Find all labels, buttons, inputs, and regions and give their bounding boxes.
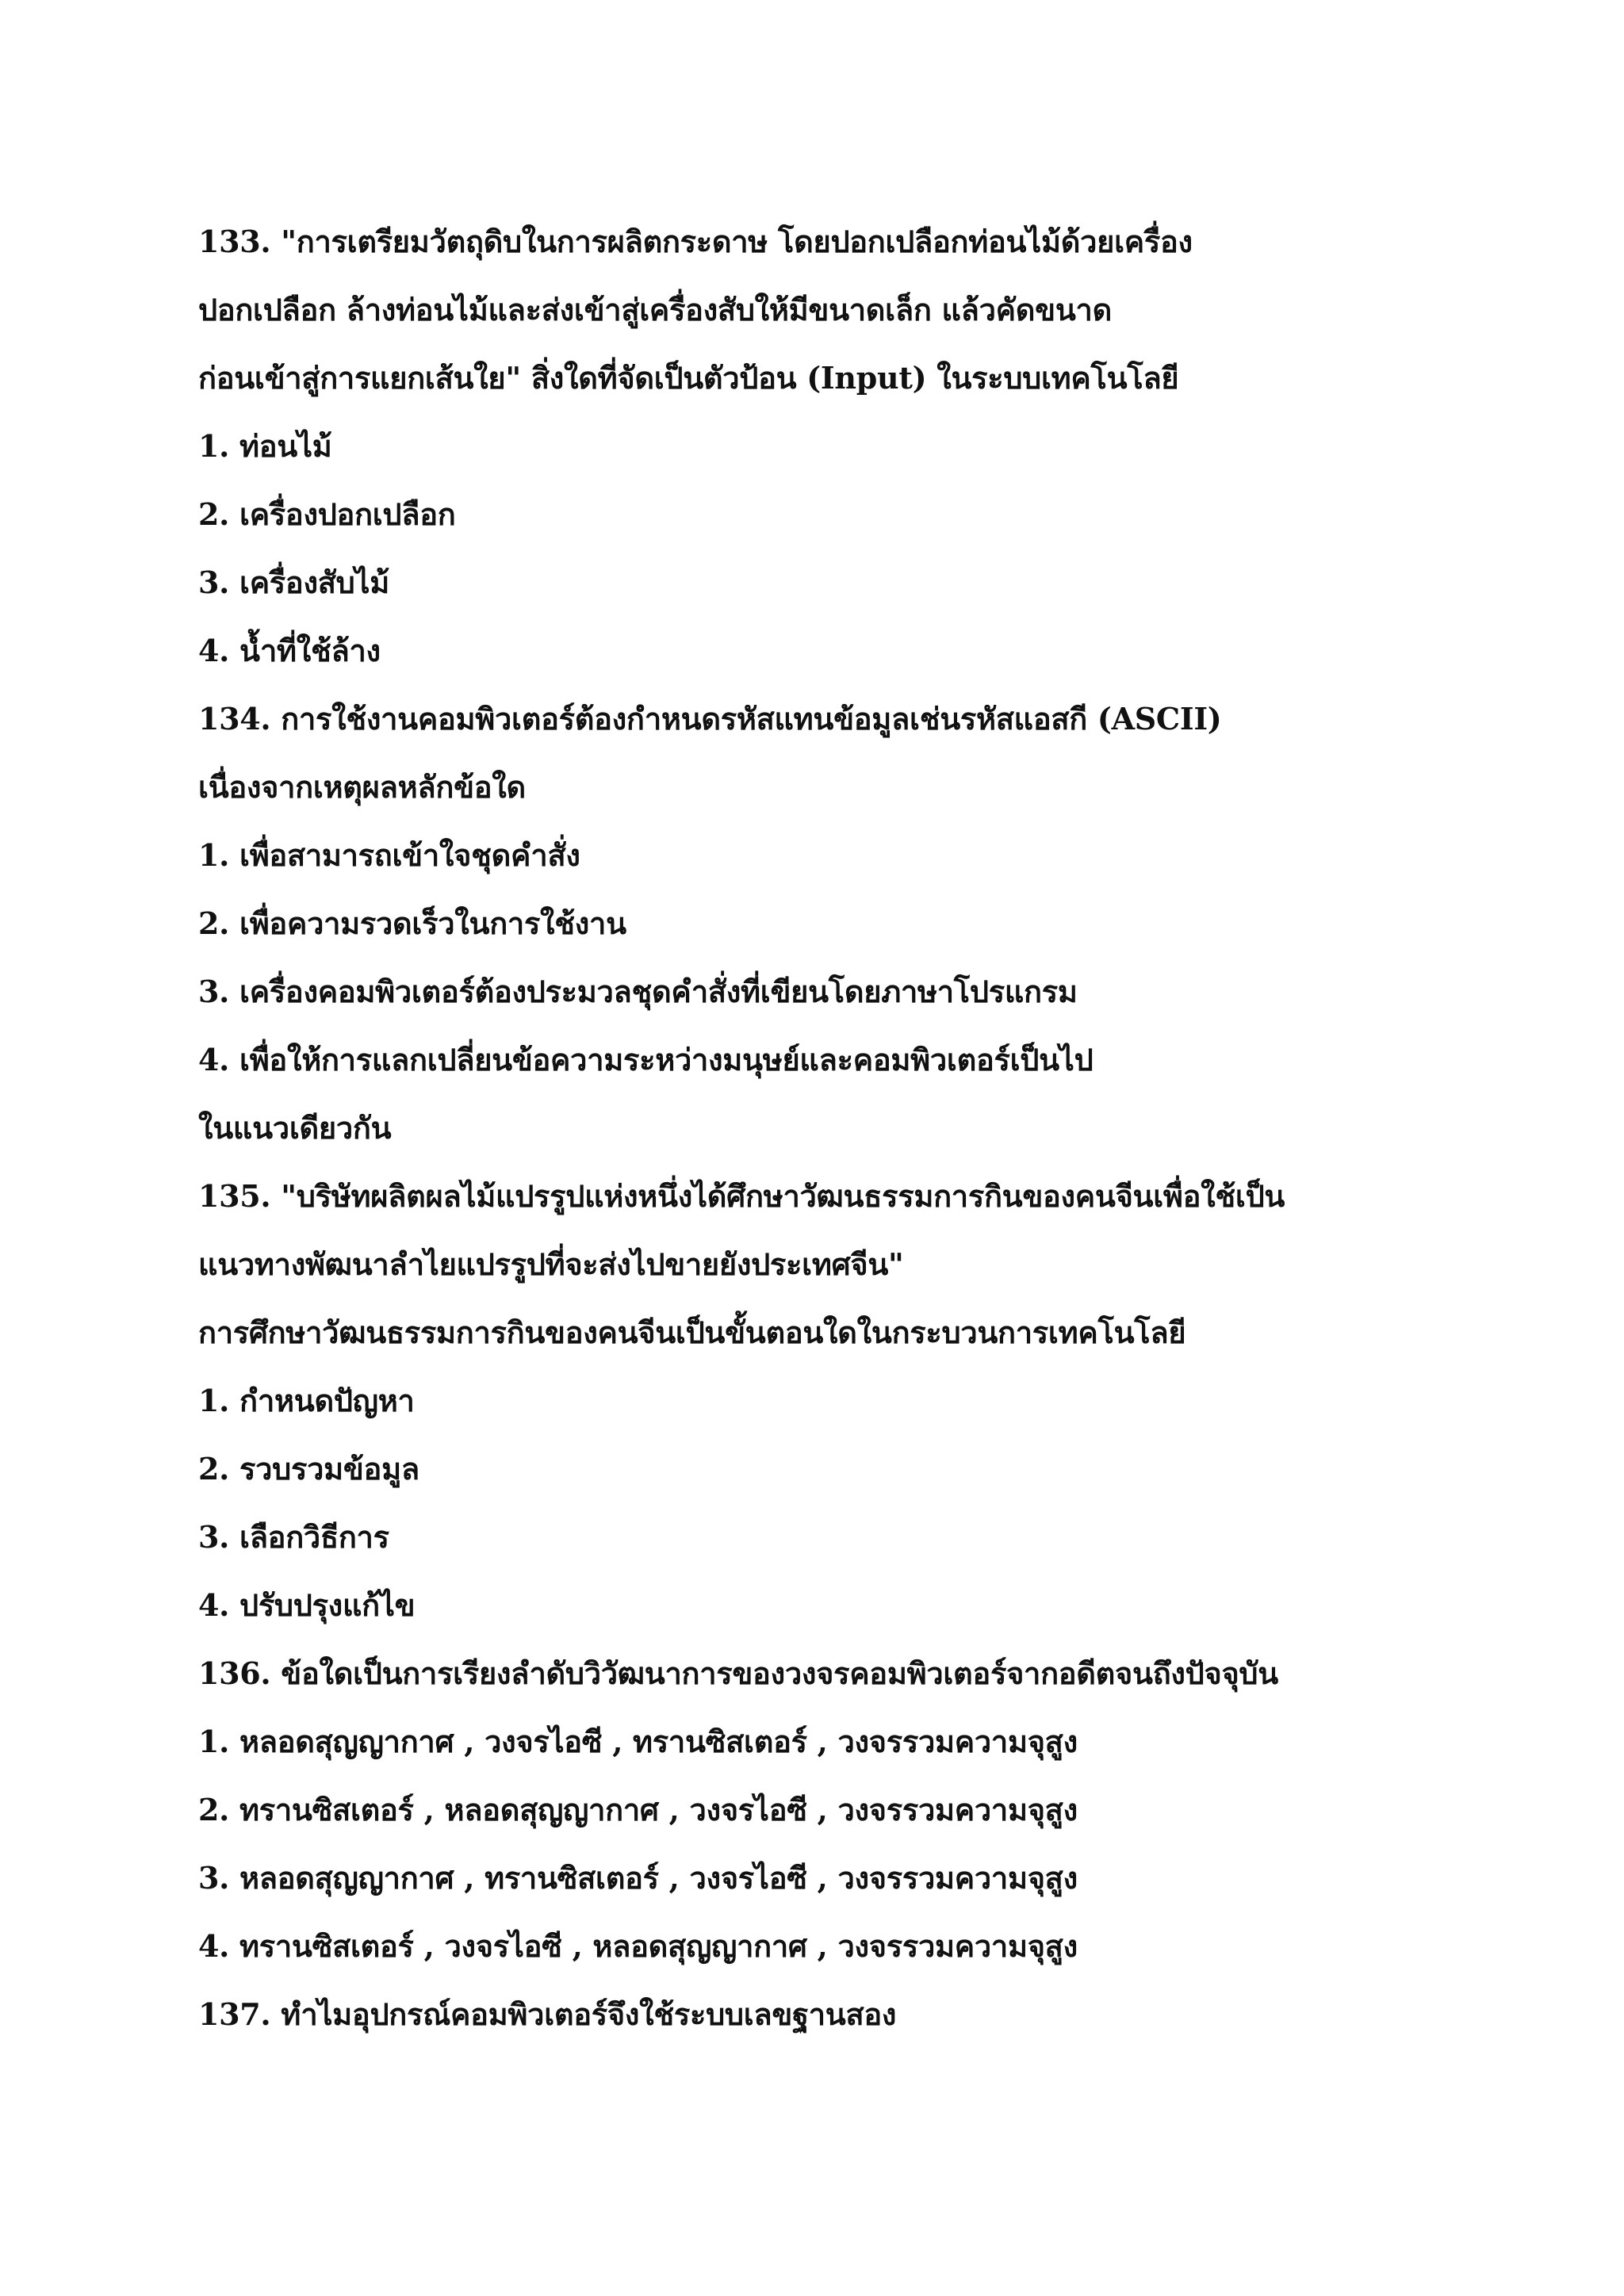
question-133-stem-line-3: ก่อนเข้าสู่การแยกเส้นใย" สิ่งใดที่จัดเป็นตัวป้อน (Input) ในระบบเทคโนโลยี bbox=[198, 360, 1179, 396]
question-133-stem-line-1: 133. "การเตรียมวัตถุดิบในการผลิตกระดาษ โดยปอกเปลือกท่อนไม้ด้วยเครื่อง bbox=[198, 224, 1193, 259]
question-133-stem-line-2: ปอกเปลือก ล้างท่อนไม้และส่งเข้าสู่เครื่องสับให้มีขนาดเล็ก แล้วคัดขนาด bbox=[198, 292, 1112, 327]
question-136-choice-4: 4. ทรานซิสเตอร์ , วงจรไอซี , หลอดสุญญากาศ , วงจรรวมความจุสูง bbox=[198, 1928, 1078, 1964]
question-135-choice-4: 4. ปรับปรุงแก้ไข bbox=[198, 1587, 416, 1623]
question-133-choice-3: 3. เครื่องสับไม้ bbox=[198, 564, 389, 600]
question-134-stem-line-1: 134. การใช้งานคอมพิวเตอร์ต้องกำหนดรหัสแทนข้อมูลเช่นรหัสแอสกี (ASCII) bbox=[198, 701, 1222, 737]
question-133 bbox=[198, 208, 1435, 685]
question-134-stem-line-2: เนื่องจากเหตุผลหลักข้อใด bbox=[198, 769, 526, 805]
question-135-choice-3: 3. เลือกวิธีการ bbox=[198, 1519, 389, 1555]
question-136 bbox=[198, 1640, 1435, 1980]
question-134-choice-1: 1. เพื่อสามารถเข้าใจชุดคำสั่ง bbox=[198, 837, 580, 873]
question-135-stem-line-2: แนวทางพัฒนาลำไยแปรรูปที่จะส่งไปขายยังประเทศจีน" bbox=[198, 1246, 904, 1282]
question-136-stem-line-1: 136. ข้อใดเป็นการเรียงลำดับวิวัฒนาการของวงจรคอมพิวเตอร์จากอดีตจนถึงปัจจุบัน bbox=[198, 1655, 1278, 1691]
question-133-choice-2: 2. เครื่องปอกเปลือก bbox=[198, 496, 456, 532]
question-133-choice-4: 4. น้ำที่ใช้ล้าง bbox=[198, 633, 381, 668]
question-135-choice-2: 2. รวบรวมข้อมูล bbox=[198, 1451, 419, 1487]
question-136-choice-2: 2. ทรานซิสเตอร์ , หลอดสุญญากาศ , วงจรไอซี , วงจรรวมความจุสูง bbox=[198, 1792, 1078, 1827]
question-134 bbox=[198, 685, 1435, 1162]
question-137 bbox=[198, 1980, 1435, 2049]
question-137-stem-line-1: 137. ทำไมอุปกรณ์คอมพิวเตอร์จึงใช้ระบบเลขฐานสอง bbox=[198, 1996, 897, 2032]
question-135-choice-1: 1. กำหนดปัญหา bbox=[198, 1383, 415, 1418]
question-135-stem-line-1: 135. "บริษัทผลิตผลไม้แปรรูปแห่งหนึ่งได้ศึกษาวัฒนธรรมการกินของคนจีนเพื่อใช้เป็น bbox=[198, 1178, 1285, 1214]
question-134-choice-3: 3. เครื่องคอมพิวเตอร์ต้องประมวลชุดคำสั่งที่เขียนโดยภาษาโปรแกรม bbox=[198, 974, 1078, 1009]
question-135 bbox=[198, 1162, 1435, 1640]
question-134-choice-4: 4. เพื่อให้การแลกเปลี่ยนข้อความระหว่างมนุษย์และคอมพิวเตอร์เป็นไป bbox=[198, 1042, 1094, 1077]
question-135-stem-line-3: การศึกษาวัฒนธรรมการกินของคนจีนเป็นขั้นตอนใดในกระบวนการเทคโนโลยี bbox=[198, 1314, 1186, 1350]
question-134-choice-4-continued: ในแนวเดียวกัน bbox=[198, 1110, 392, 1146]
question-136-choice-1: 1. หลอดสุญญากาศ , วงจรไอซี , ทรานซิสเตอร์ , วงจรรวมความจุสูง bbox=[198, 1724, 1078, 1759]
question-134-choice-2: 2. เพื่อความรวดเร็วในการใช้งาน bbox=[198, 905, 626, 941]
question-list bbox=[198, 208, 1435, 2049]
question-136-choice-3: 3. หลอดสุญญากาศ , ทรานซิสเตอร์ , วงจรไอซี , วงจรรวมความจุสูง bbox=[198, 1860, 1078, 1896]
question-133-choice-1: 1. ท่อนไม้ bbox=[198, 428, 332, 464]
